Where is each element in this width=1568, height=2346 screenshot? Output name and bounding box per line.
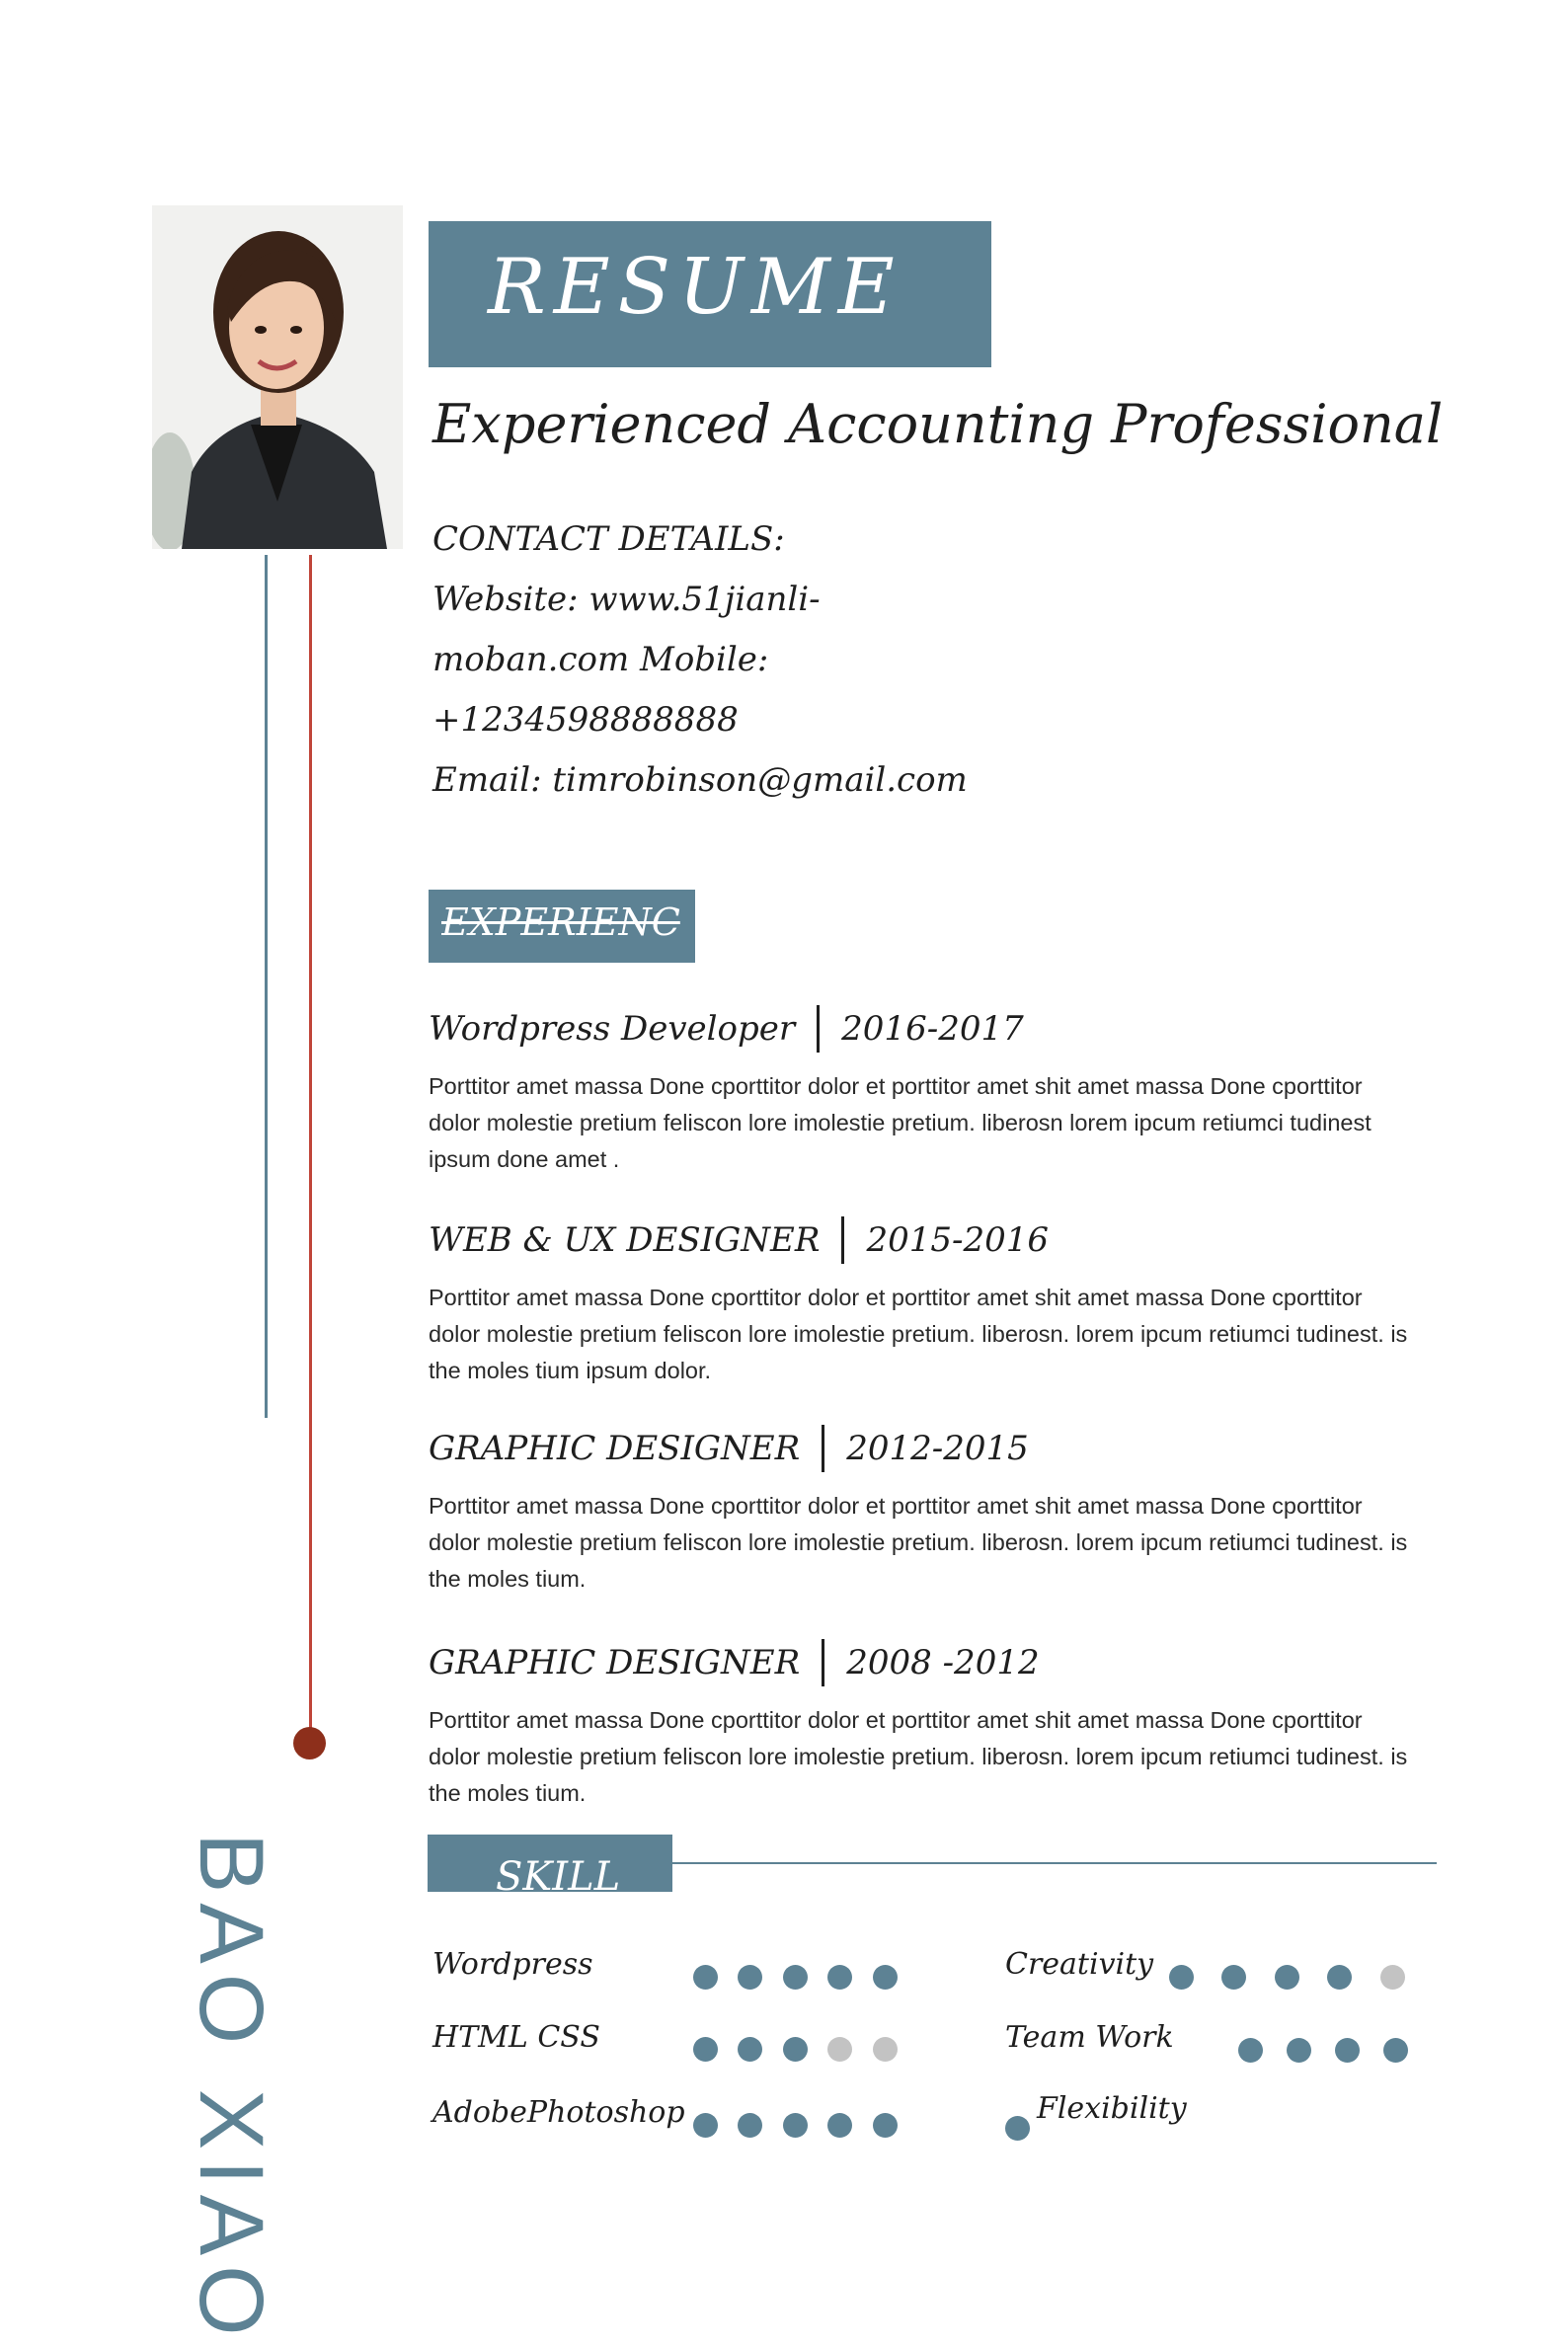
skill-rating-dot xyxy=(693,2037,718,2062)
skill-rating-dot xyxy=(783,2037,808,2062)
skill-rating-dot xyxy=(693,1965,718,1990)
contact-line: Website: www.51jianli- xyxy=(432,580,821,619)
skill-rating-dot xyxy=(783,2113,808,2138)
skill-rating-dot xyxy=(1275,1965,1299,1990)
skill-rating-dot xyxy=(827,1965,852,1990)
skill-rating-dot xyxy=(783,1965,808,1990)
skill-rating-dot xyxy=(1221,1965,1246,1990)
contact-line: +1234598888888 xyxy=(432,700,739,740)
skill-rating-dot xyxy=(827,2113,852,2138)
skill-rating-dot xyxy=(693,2113,718,2138)
skill-rating-dot xyxy=(1327,1965,1352,1990)
contact-heading: CONTACT DETAILS: xyxy=(432,519,785,559)
job-description: Porttitor amet massa Done cporttitor dolor et porttitor amet shit amet massa Done cporttitor dolor molestie pretium feliscon lore imolestie pretium. liberosn lorem ipcum retiumci tudinest ipsum done amet . xyxy=(429,1073,1372,1172)
skill-rating-dot xyxy=(873,1965,898,1990)
skill-label-flexibility: Flexibility xyxy=(1037,2091,1187,2126)
skill-rating-dot xyxy=(738,1965,762,1990)
skill-rating-dot xyxy=(1287,2038,1311,2063)
job-years: 2012-2015 xyxy=(846,1429,1029,1468)
skill-label-html-css: HTML CSS xyxy=(432,2020,600,2055)
contact-line: moban.com Mobile: xyxy=(432,640,769,679)
experience-section-label: EXPERIENC xyxy=(441,900,680,944)
job-description: Porttitor amet massa Done cporttitor dolor et porttitor amet shit amet massa Done cporttitor dolor molestie pretium feliscon lore imolestie pretium. liberosn. lorem ipcum retiumci tudinest. is the moles tium. xyxy=(429,1707,1408,1806)
skill-label-creativity: Creativity xyxy=(1005,1947,1154,1982)
job-title: WEB & UX DESIGNER xyxy=(429,1220,821,1260)
skill-rating-dot xyxy=(738,2113,762,2138)
job-title: GRAPHIC DESIGNER xyxy=(429,1429,801,1468)
skill-label-team-work: Team Work xyxy=(1005,2020,1174,2055)
skill-rating-dot xyxy=(827,2037,852,2062)
candidate-name: BAO XIAO xyxy=(181,1833,281,2346)
contact-line: Email: timrobinson@gmail.com xyxy=(432,760,968,800)
skill-label-wordpress: Wordpress xyxy=(432,1947,593,1982)
skill-rating-dot xyxy=(873,2037,898,2062)
skill-rating-dot xyxy=(1005,2116,1030,2141)
skill-rating-dot xyxy=(1169,1965,1194,1990)
job-years: 2015-2016 xyxy=(866,1220,1049,1260)
job-years: 2008 -2012 xyxy=(846,1643,1040,1682)
skill-rating-dot xyxy=(1383,2038,1408,2063)
resume-title: RESUME xyxy=(488,243,902,332)
skill-rating-dot xyxy=(873,2113,898,2138)
job-subtitle: Experienced Accounting Professional xyxy=(432,393,1444,455)
job-title: Wordpress Developer xyxy=(429,1009,796,1049)
job-years: 2016-2017 xyxy=(841,1009,1024,1049)
skill-rating-dot xyxy=(1380,1965,1405,1990)
skill-rating-dot xyxy=(738,2037,762,2062)
skill-rating-dot xyxy=(1335,2038,1360,2063)
job-description: Porttitor amet massa Done cporttitor dolor et porttitor amet shit amet massa Done cporttitor dolor molestie pretium feliscon lore imolestie pretium. liberosn. lorem ipcum retiumci tudinest. is the moles tium. xyxy=(429,1493,1408,1592)
skill-section-label: SKILL xyxy=(496,1854,621,1892)
job-title: GRAPHIC DESIGNER xyxy=(429,1643,801,1682)
skill-label-photoshop: AdobePhotoshop xyxy=(432,2095,685,2130)
job-description: Porttitor amet massa Done cporttitor dolor et porttitor amet shit amet massa Done cporttitor dolor molestie pretium feliscon lore imolestie pretium. liberosn. lorem ipcum retiumci tudinest. is the moles tium ipsum dolor. xyxy=(429,1285,1408,1383)
skill-rating-dot xyxy=(1238,2038,1263,2063)
